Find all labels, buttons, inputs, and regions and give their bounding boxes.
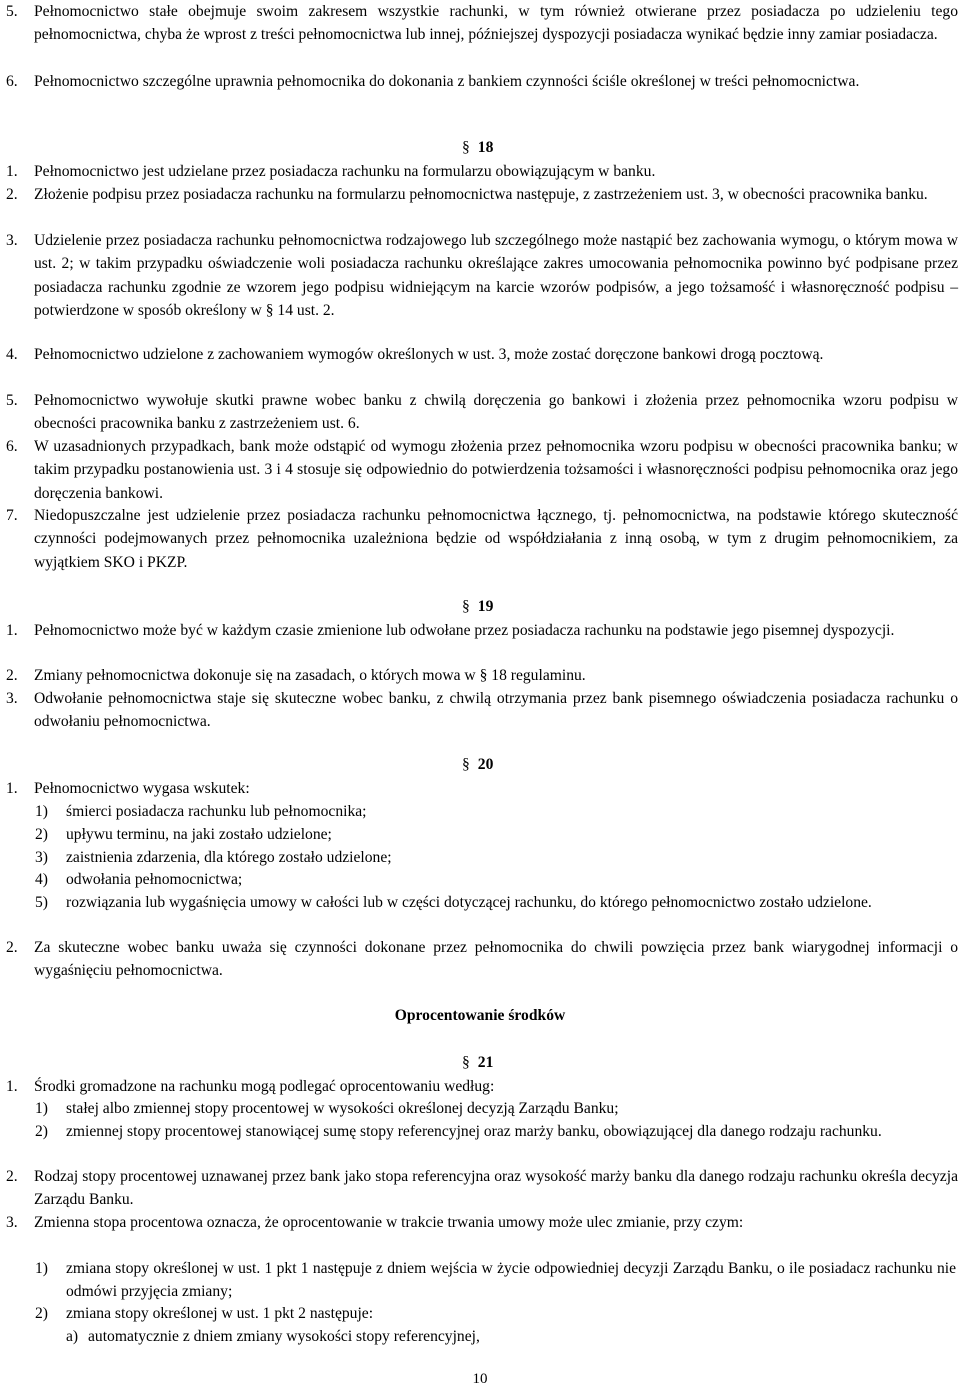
item-number: 2. [6, 186, 18, 203]
item-text: Pełnomocnictwo może być w każdym czasie zmienione lub odwołane przez posiadacza rachunku na podstawie jego pisemnej dyspozycji. [34, 622, 895, 639]
sub-item-text: zaistnienia zdarzenia, dla którego zostało udzielone; [66, 849, 392, 866]
sub-sub-item-number: a) [66, 1328, 79, 1345]
item-text: Pełnomocnictwo udzielone z zachowaniem wymogów określonych w ust. 3, może zostać doręczone bankowi drogą pocztową. [34, 346, 824, 363]
item-number: 3. [6, 690, 18, 707]
item-text: Pełnomocnictwo jest udzielane przez posiadacza rachunku na formularzu obowiązującym w banku. [34, 163, 656, 180]
paragraph-item [6, 1075, 958, 1098]
sub-item-number: 1) [35, 803, 48, 820]
item-text: Środki gromadzone na rachunku mogą podlegać oprocentowaniu według: [34, 1078, 495, 1095]
sub-item [35, 1302, 956, 1325]
paragraph-item [6, 1165, 958, 1212]
sub-item-number: 5) [35, 894, 48, 911]
section-symbol: § [462, 756, 470, 773]
paragraph-item [6, 0, 958, 47]
sub-item [35, 823, 956, 846]
paragraph-item [6, 70, 958, 93]
item-text: W uzasadnionych przypadkach, bank może odstąpić od wymogu złożenia przez pełnomocnika wzoru podpisu w obecności pracownika banku; w takim przypadku postanowienia ust. 3 i 4 stosuje się odpowiednio do potwierdzenia tożsamości i własnoręczności podpisu pełnomocnika oraz jego doręczenia bankowi. [34, 438, 958, 502]
item-number: 2. [6, 667, 18, 684]
item-number: 2. [6, 1168, 18, 1185]
paragraph-item [6, 777, 958, 800]
item-text: Pełnomocnictwo wygasa wskutek: [34, 780, 250, 797]
item-text: Zmiany pełnomocnictwa dokonuje się na zasadach, o których mowa w § 18 regulaminu. [34, 667, 586, 684]
item-number: 5. [6, 392, 18, 409]
item-text: Pełnomocnictwo szczególne uprawnia pełnomocnika do dokonania z bankiem czynności ściśle określonej w treści pełnomocnictwa. [34, 73, 860, 90]
item-text: Złożenie podpisu przez posiadacza rachunku na formularzu pełnomocnictwa następuje, z zastrzeżeniem ust. 3, w obecności pracownika banku. [34, 186, 928, 203]
section-number: 19 [477, 598, 494, 615]
section-heading-21 [462, 1051, 542, 1074]
paragraph-item [6, 936, 958, 983]
paragraph-item [6, 343, 958, 366]
item-number: 3. [6, 1214, 18, 1231]
sub-item-text: stałej albo zmiennej stopy procentowej w wysokości określonej decyzją Zarządu Banku; [66, 1100, 619, 1117]
sub-sub-item [66, 1325, 956, 1348]
item-text: Odwołanie pełnomocnictwa staje się skuteczne wobec banku, z chwilą otrzymania przez bank pisemnego oświadczenia posiadacza rachunku o odwołaniu pełnomocnictwa. [34, 690, 958, 731]
sub-item-text: rozwiązania lub wygaśnięcia umowy w całości lub w części dotyczącej rachunku, do którego pełnomocnictwo zostało udzielone. [66, 894, 872, 911]
item-number: 7. [6, 507, 18, 524]
paragraph-item [6, 687, 958, 734]
section-symbol: § [462, 1054, 470, 1071]
section-number: 20 [477, 756, 494, 773]
item-number: 3. [6, 232, 18, 249]
item-text: Udzielenie przez posiadacza rachunku pełnomocnictwa rodzajowego lub szczególnego może nastąpić bez zachowania wymogu, o którym mowa w ust. 2; w takim przypadku oświadczenie woli posiadacza rachunku określające zakres umocowania pełnomocnika powinno być podpisane przez posiadacza rachunku zgodnie ze wzorem jego podpisu widniejącym na karcie wzorów podpisów, a jego tożsamość i własnoręczność podpisu – potwierdzone w sposób określony w § 14 ust. 2. [34, 232, 958, 320]
paragraph-item [6, 160, 958, 183]
sub-item-text: śmierci posiadacza rachunku lub pełnomocnika; [66, 803, 367, 820]
item-text: Pełnomocnictwo wywołuje skutki prawne wobec banku z chwilą doręczenia go bankowi i złożenia przez pełnomocnika wzoru podpisu w obecności pracownika banku z zastrzeżeniem ust. 6. [34, 392, 958, 433]
section-title: Oprocentowanie środków [394, 1007, 566, 1024]
sub-item-number: 2) [35, 1123, 48, 1140]
section-number: 21 [477, 1054, 494, 1071]
sub-item-number: 1) [35, 1260, 48, 1277]
paragraph-item [6, 229, 958, 323]
paragraph-item [6, 389, 958, 436]
section-symbol: § [462, 598, 470, 615]
sub-item [35, 1097, 956, 1120]
sub-item [35, 891, 956, 914]
sub-item-text: zmiana stopy określonej w ust. 1 pkt 2 następuje: [66, 1305, 374, 1322]
item-text: Za skuteczne wobec banku uważa się czynności dokonane przez pełnomocnika do chwili powzięcia przez bank wiarygodnej informacji o wygaśnięciu pełnomocnictwa. [34, 939, 958, 980]
item-number: 5. [6, 3, 18, 20]
paragraph-item [6, 1211, 958, 1234]
sub-item [35, 868, 956, 891]
item-text: Niedopuszczalne jest udzielenie przez posiadacza rachunku pełnomocnictwa łącznego, tj. pełnomocnictwa, na podstawie którego skuteczność czynności podejmowanych przez pełnomocnika uzależniona będzie od współdziałania z inną osobą, w tym z drugim pełnomocnikiem, za wyjątkiem SKO i PKZP. [34, 507, 958, 571]
sub-item [35, 846, 956, 869]
sub-item-number: 3) [35, 849, 48, 866]
item-text: Pełnomocnictwo stałe obejmuje swoim zakresem wszystkie rachunki, w tym również otwierane przez posiadacza po udzieleniu tego pełnomocnictwa, chyba że wprost z treści pełnomocnictwa lub innej, późniejszej dyspozycji posiadacza wynikać będzie inny zamiar posiadacza. [34, 3, 958, 44]
item-number: 2. [6, 939, 18, 956]
section-symbol: § [462, 139, 470, 156]
item-text: Rodzaj stopy procentowej uznawanej przez bank jako stopa referencyjna oraz wysokość marży banku dla danego rodzaju rachunku określa decyzja Zarządu Banku. [34, 1168, 958, 1209]
section-heading-19 [462, 595, 542, 618]
paragraph-item [6, 619, 958, 642]
item-number: 1. [6, 1078, 18, 1095]
sub-item-text: upływu terminu, na jaki zostało udzielone; [66, 826, 332, 843]
sub-item-number: 2) [35, 1305, 48, 1322]
section-heading-18 [462, 136, 542, 159]
sub-item [35, 800, 956, 823]
sub-item-text: odwołania pełnomocnictwa; [66, 871, 243, 888]
item-number: 4. [6, 346, 18, 363]
item-number: 1. [6, 163, 18, 180]
paragraph-item [6, 435, 958, 505]
sub-item-number: 4) [35, 871, 48, 888]
sub-item-text: zmiana stopy określonej w ust. 1 pkt 1 następuje z dniem wejścia w życie odpowiedniej decyzji Zarządu Banku, o ile posiadacz rachunku nie odmówi przyjęcia zmiany; [66, 1260, 956, 1301]
paragraph-item [6, 664, 958, 687]
item-number: 6. [6, 438, 18, 455]
paragraph-item [6, 183, 958, 206]
paragraph-item [6, 504, 958, 574]
sub-sub-item-text: automatycznie z dniem zmiany wysokości stopy referencyjnej, [88, 1328, 480, 1345]
sub-item-number: 1) [35, 1100, 48, 1117]
page-number: 10 [472, 1371, 488, 1387]
item-number: 6. [6, 73, 18, 90]
item-number: 1. [6, 780, 18, 797]
sub-item [35, 1120, 956, 1143]
section-number: 18 [477, 139, 494, 156]
sub-item-text: zmiennej stopy procentowej stanowiącej sumę stopy referencyjnej oraz marży banku, obowiązującej dla danego rodzaju rachunku. [66, 1123, 882, 1140]
item-number: 1. [6, 622, 18, 639]
section-heading-20 [462, 753, 542, 776]
item-text: Zmienna stopa procentowa oznacza, że oprocentowanie w trakcie trwania umowy może ulec zmianie, przy czym: [34, 1214, 744, 1231]
sub-item [35, 1257, 956, 1304]
sub-item-number: 2) [35, 826, 48, 843]
